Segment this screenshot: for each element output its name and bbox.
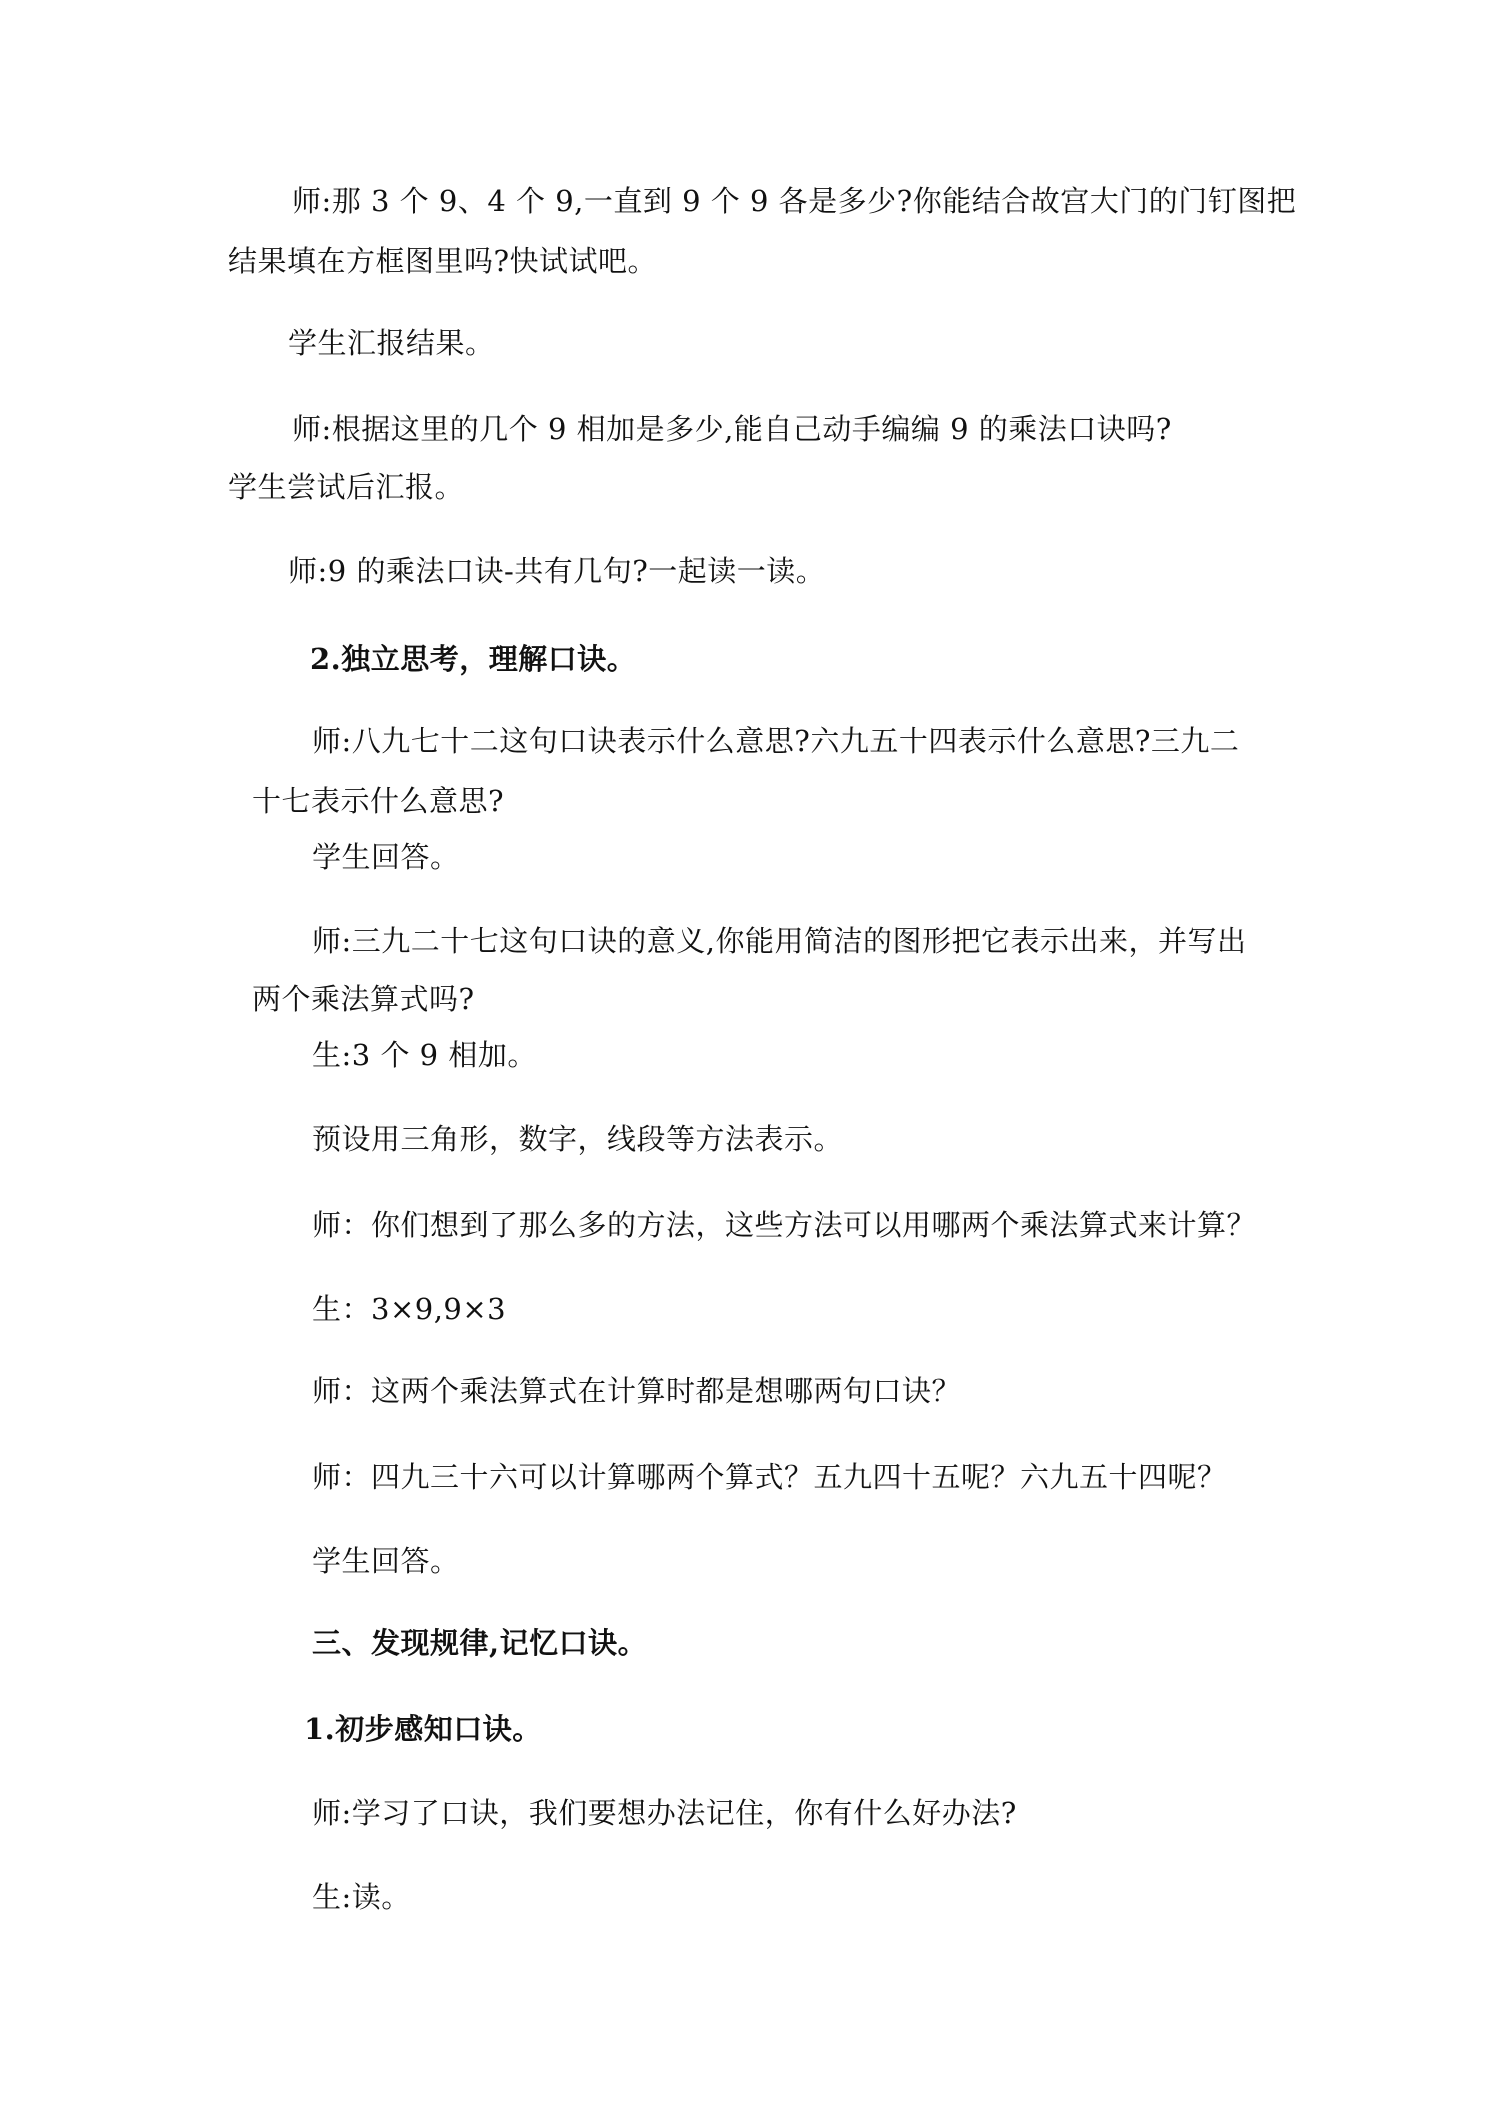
paragraph-line: 师:那 3 个 9、4 个 9,一直到 9 个 9 各是多少?你能结合故宫大门的门钉图把 — [292, 184, 1297, 218]
paragraph-line: 师:学习了口诀，我们要想办法记住，你有什么好办法? — [312, 1796, 1017, 1830]
paragraph-line: 学生回答。 — [312, 840, 460, 874]
section-heading: 2.独立思考，理解口诀。 — [310, 642, 637, 676]
paragraph-line: 生：3×9,9×3 — [312, 1292, 507, 1326]
paragraph-line: 师：四九三十六可以计算哪两个算式？五九四十五呢？六九五十四呢？ — [312, 1460, 1227, 1494]
paragraph-line: 预设用三角形，数字，线段等方法表示。 — [312, 1122, 844, 1156]
paragraph-line: 结果填在方框图里吗?快试试吧。 — [228, 244, 658, 278]
paragraph-line: 两个乘法算式吗? — [252, 982, 475, 1016]
paragraph-line: 师:八九七十二这句口诀表示什么意思?六九五十四表示什么意思?三九二 — [312, 724, 1240, 758]
paragraph-line: 师：你们想到了那么多的方法，这些方法可以用哪两个乘法算式来计算？ — [312, 1208, 1257, 1242]
paragraph-line: 学生回答。 — [312, 1544, 460, 1578]
paragraph-line: 师：这两个乘法算式在计算时都是想哪两句口诀？ — [312, 1374, 962, 1408]
section-heading: 三、发现规律,记忆口诀。 — [312, 1626, 648, 1660]
paragraph-line: 师:9 的乘法口诀-共有几句?一起读一读。 — [288, 554, 826, 588]
paragraph-line: 师:根据这里的几个 9 相加是多少,能自己动手编编 9 的乘法口诀吗? — [292, 412, 1172, 446]
paragraph-line: 师:三九二十七这句口诀的意义,你能用简洁的图形把它表示出来，并写出 — [312, 924, 1247, 958]
section-heading: 1.初步感知口诀。 — [304, 1712, 542, 1746]
paragraph-line: 学生汇报结果。 — [288, 326, 495, 360]
paragraph-line: 学生尝试后汇报。 — [228, 470, 465, 504]
paragraph-line: 生:读。 — [312, 1880, 411, 1914]
paragraph-line: 生:3 个 9 相加。 — [312, 1038, 537, 1072]
paragraph-line: 十七表示什么意思? — [252, 784, 505, 818]
